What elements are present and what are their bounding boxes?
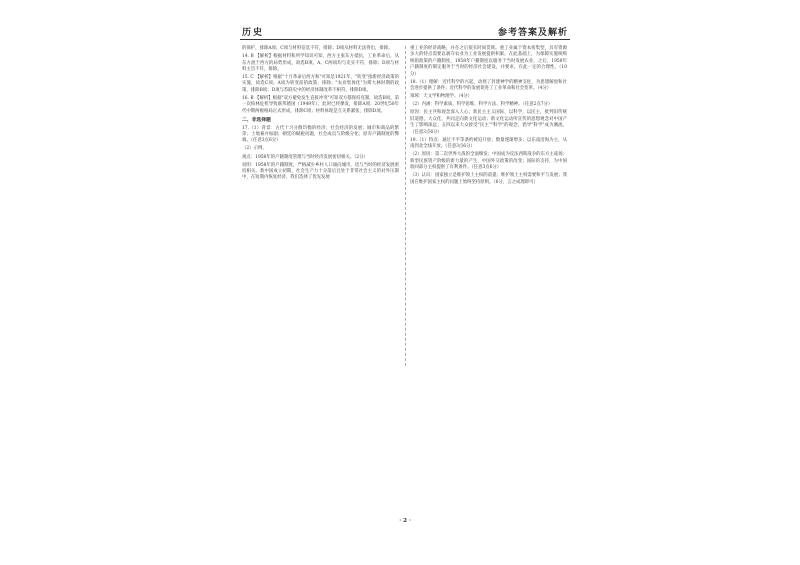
answer-paragraph: 14. B 【解析】根据材料和所学知识可知，西方主张东方抵抗，工业革命后，从东方流于西方的局势形成，故选B项。A、C两项均与史实不符，排除；D项与材料主旨不符，排除。 — [242, 54, 399, 72]
answer-paragraph: （2）内涵：科学素质、科学思维、科学方法、科学精神。（任意2点7分） — [410, 102, 553, 108]
answer-paragraph: 领域：天文学和物理学。（4分） — [410, 94, 473, 100]
column-divider — [405, 46, 406, 366]
answer-paragraph: 16. B 【解析】根据"双方避免发生直接冲突"可知双方都保持克制，故选B项。第一次柏林危机导致联邦德国（1949年），此时已经爆发，排除A项；20世纪50年代中期两极格局正式形成，排除C项；材料体现是互关系紧张，排除D项。 — [242, 95, 399, 114]
right-column — [410, 46, 567, 188]
answer-paragraph: 说明：1958年的户籍制度，严格减少乡村人口涌向城市，适与当时的经济发展密切相关。新中国成立初期，社会生产力十分落后且处于非常社会主义的对外压制中，在短期内恢复经济，我们选择了优先发展 — [242, 162, 399, 181]
answer-paragraph: （2）示例。 — [242, 146, 267, 152]
answer-paragraph: 原因：民主共和观念深入人心；新民主主义国际，以科学，以民主，批判旧传统旧道德，大众化、共同走向新文化运动；新文化运动所宣传的思想观念对中国产生了影响深远；五四以来大众接受"民主""科学"的观念，倡导"科学"成为潮流。（任意3点6分） — [410, 110, 567, 135]
section-heading: 二、非选择题 — [242, 116, 271, 123]
answer-paragraph: 观点：1958年的户籍制度管理与当时经济发展密切相关。（2分） — [242, 154, 368, 160]
answer-paragraph: （2）原因：第二次世界大战的全面爆发；中国成为反法西斯战争的东方主战场；新型民族资产阶级的新力量的产生，中国外交政策的改变；国际的支持，为中国收回部分主权提供了有利条件。（任意3点6分） — [410, 152, 567, 171]
page-header — [240, 22, 570, 40]
answer-paragraph: 重工业的经济战略，并在之后很长时间贯彻。重工业属于资本密集型，具有资源多大的特点需要以剥夺农业为工业发展提供积累。在此基础上，为保障实施统购统销政策的户籍制度，1958年户籍制度以服务于当时发展农业，之后，1958年户籍制度的制定服务于当时的经济社会建设，并要求，在此一定的合理性。（10分） — [410, 46, 567, 77]
page-title: 参考答案及解析 — [497, 28, 568, 38]
subject-label: 历史 — [242, 28, 265, 38]
answer-paragraph: 17.（1）背景：古代十习分散均衡的经济；社会经济的发展；城市和商品的繁荣；土地兼并加剧；朝廷的赋税问题，社会成员与阶级分化；原有户籍制度的弊端。（任意3点6分） — [242, 125, 399, 144]
answer-paragraph: 15. C 【解析】根据"十月革命后西方和"可知是1921年，"转变"指新经济政策的实施，故选C项。A项为转变前的政策，排除；"农业集体化"为斯大林时期的政策，排除B项；D项与苏联史中的经济体制改革不相符，排除D项。 — [242, 75, 399, 93]
answer-paragraph: 的保护，排除A项；C项与材料信息不符，排除；D项从材料无法得出，排除。 — [242, 46, 393, 51]
left-column — [242, 46, 399, 184]
answer-paragraph: 19.（1）特点：通过不平等条约被迫开放；数量逐渐增多；以东南沿海为主，从南到北全线开放。（任意3点6分） — [410, 137, 567, 150]
answer-paragraph: 18.（1）理解：近代科学的兴起，动摇了封建神学的精神支柱，为思想解放和社会进步提供了条件；近代科学的发展促进了工业革命和社会变革。（4分） — [410, 79, 567, 92]
page-number: · 2 · — [399, 518, 411, 524]
answer-paragraph: （3）认识：国家独立是维护领土主权的前提；维护领土主权需要和平与发展；我国在维护国家主权的问题上始终坚持原则。（6分，言之成理即可） — [410, 173, 567, 185]
exam-answer-page — [240, 22, 570, 542]
